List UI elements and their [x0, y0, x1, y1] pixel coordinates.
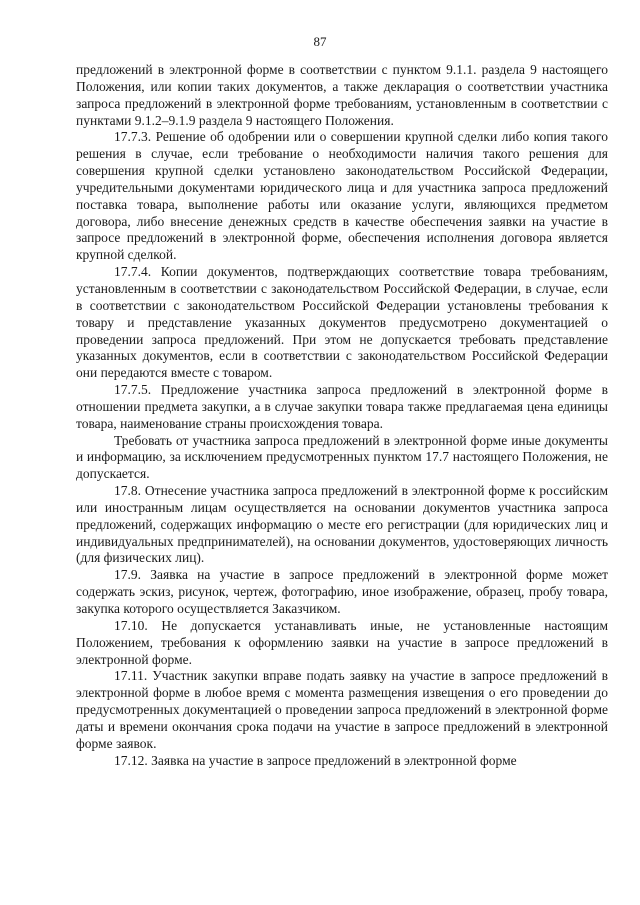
paragraph-17-7-5: 17.7.5. Предложение участника запроса предложений в электронной форме в отношении предмета закупки, а в случае закупки товара также предлагаемая цена единицы товара, наименование страны происхождения товара.: [76, 382, 608, 431]
paragraph-other-documents: Требовать от участника запроса предложений в электронной форме иные документы и информацию, за исключением предусмотренных пунктом 17.7 настоящего Положения, не допускается.: [76, 432, 608, 482]
paragraph-continuation: предложений в электронной форме в соответствии с пунктом 9.1.1. раздела 9 настоящего Положения, или копии таких документов, а также декларация о соответствии участника запроса предложений в электронной форме требованиям, установленным в соответствии с пунктами 9.1.2–9.1.9 раздела 9 настоящего Положения.: [76, 62, 608, 128]
paragraph-17-10: 17.10. Не допускается устанавливать иные, не установленные настоящим Положением, требования к оформлению заявки на участие в запросе предложений в электронной форме.: [76, 617, 608, 667]
paragraph-17-9: 17.9. Заявка на участие в запросе предложений в электронной форме может содержать эскиз, рисунок, чертеж, фотографию, иное изображение, образец, пробу товара, закупка которого осуществляется Заказчиком.: [76, 567, 608, 616]
paragraph-17-11: 17.11. Участник закупки вправе подать заявку на участие в запросе предложений в электронной форме в любое время с момента размещения извещения о его проведении до предусмотренных документацией о проведении запроса предложений в электронной форме даты и времени окончания срока подачи на участие в запросе предложений в электронной форме заявок.: [76, 668, 608, 751]
paragraph-17-7-3: 17.7.3. Решение об одобрении или о совершении крупной сделки либо копия такого решения в случае, если требование о необходимости наличия такого решения для совершения крупной сделки установлено законодательством Российской Федерации, учредительными документами юридического лица и для участника запроса предложений поставка товара, выполнение работы или оказание услуги, являющихся предметом договора, либо внесение денежных средств в качестве обеспечения заявки на участие в запросе предложений в электронной форме, обеспечения исполнения договора является крупной сделкой.: [76, 129, 608, 263]
document-body: [76, 62, 608, 769]
paragraph-17-7-4: 17.7.4. Копии документов, подтверждающих соответствие товара требованиям, установленным в соответствии с законодательством Российской Федерации, в случае, если в соответствии с законодательством Российской Федерации установлены требования к товару и представление указанных документов предусмотрено документацией о проведении запроса предложений. При этом не допускается требовать представление указанных документов, если в соответствии с законодательством Российской Федерации они передаются вместе с товаром.: [76, 264, 608, 381]
paragraph-17-8: 17.8. Отнесение участника запроса предложений в электронной форме к российским или иностранным лицам осуществляется на основании документов участника запроса предложений, содержащих информацию о месте его регистрации (для юридических лиц и индивидуальных предпринимателей), на основании документов, удостоверяющих личность (для физических лиц).: [76, 483, 608, 566]
page-number: 87: [313, 34, 327, 49]
paragraph-17-12: 17.12. Заявка на участие в запросе предложений в электронной форме: [114, 752, 517, 768]
